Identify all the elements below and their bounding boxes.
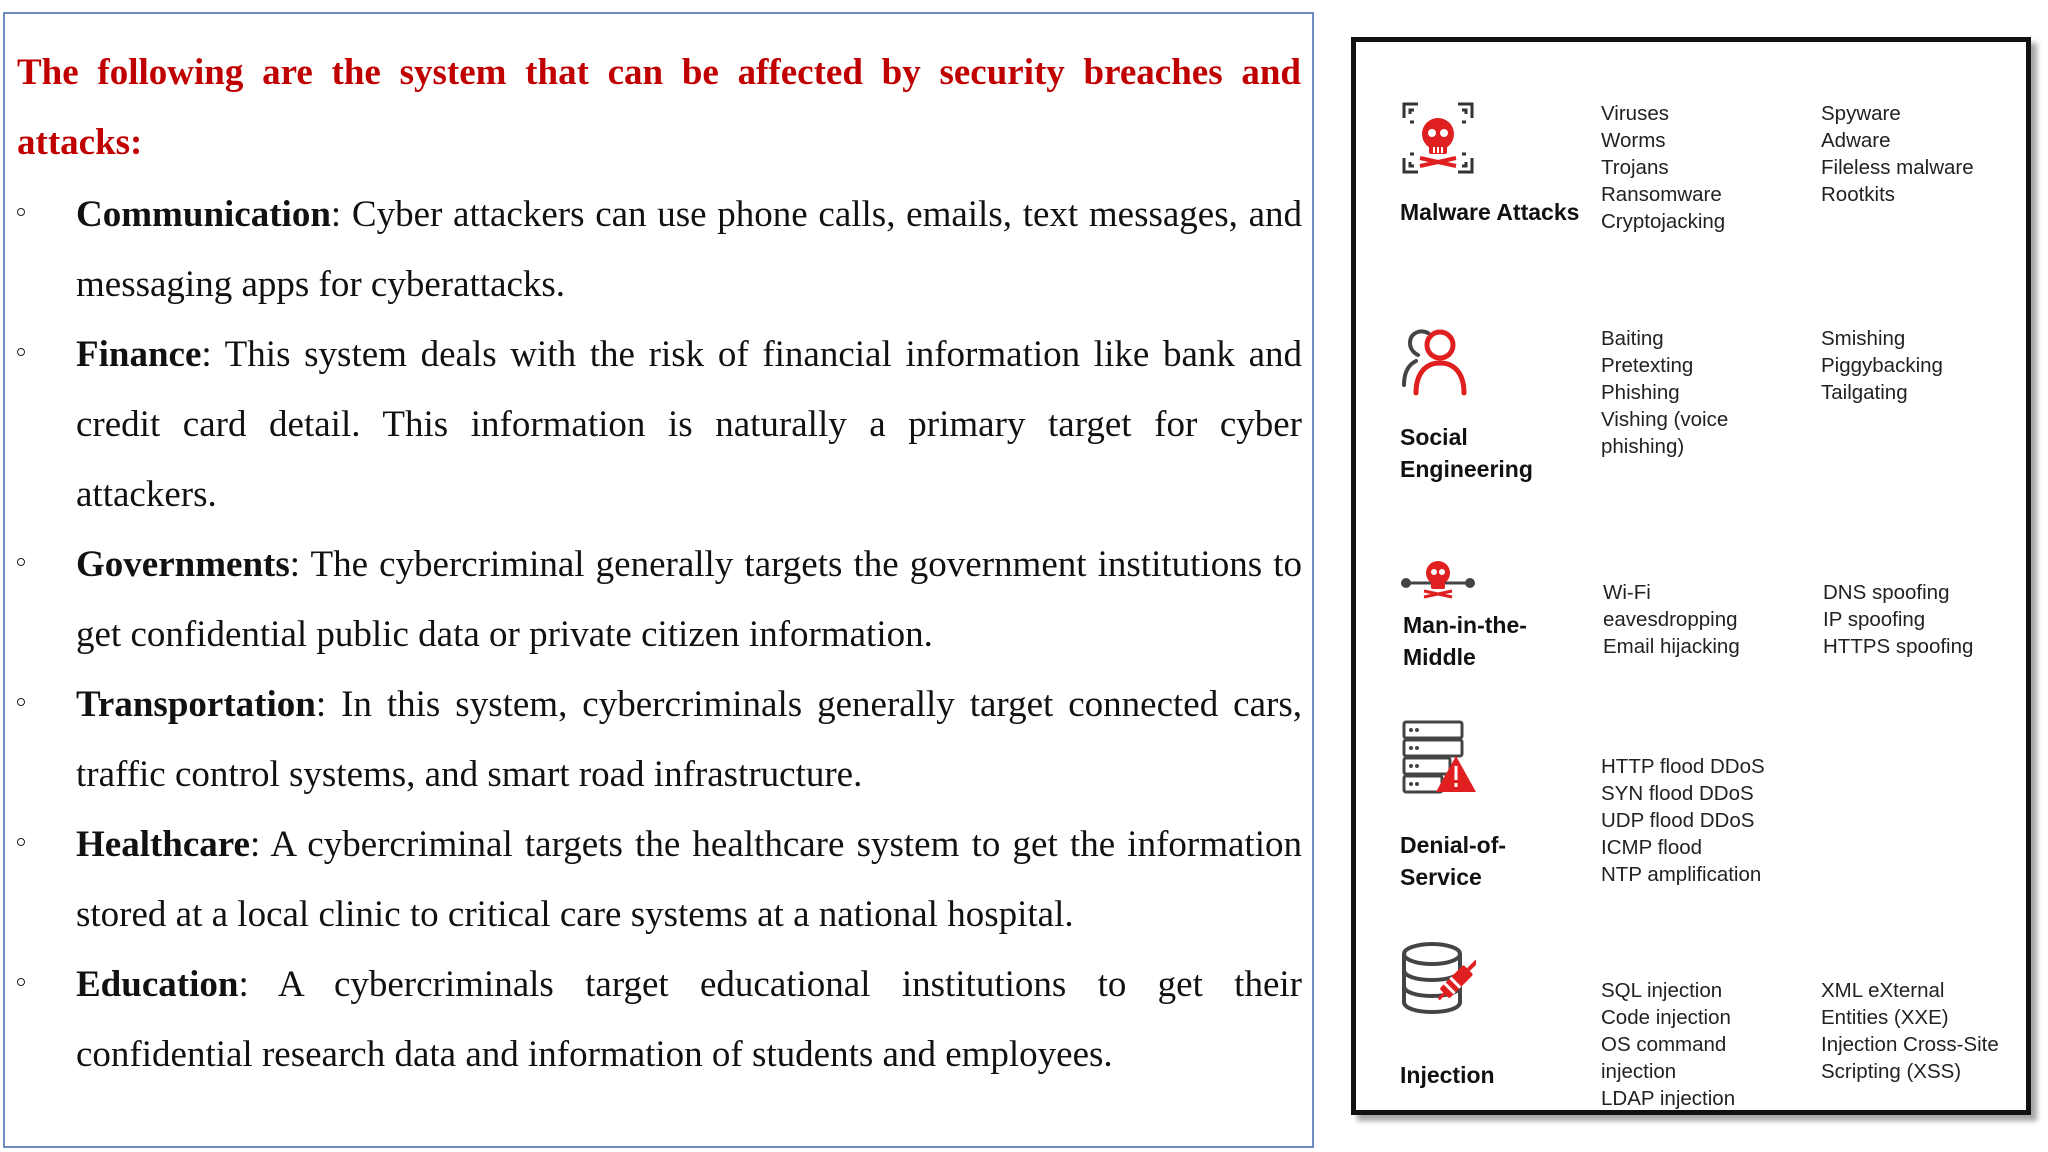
people-icon — [1400, 323, 1476, 399]
bullet-icon — [17, 698, 25, 706]
bullet-icon — [17, 348, 25, 356]
attack-list-primary — [1603, 579, 1803, 660]
attack-item: Ransomware — [1601, 183, 1722, 206]
attack-list-secondary — [1821, 977, 2021, 1085]
system-list — [5, 180, 1305, 1090]
list-item-transportation — [5, 670, 1305, 810]
attack-item: Wi-Fi — [1603, 581, 1651, 604]
attack-item: SYN flood DDoS — [1601, 782, 1754, 805]
attack-item: Phishing — [1601, 381, 1680, 404]
attack-item: DNS spoofing — [1823, 581, 1950, 604]
attack-item: UDP flood DDoS — [1601, 809, 1755, 832]
attack-item: Scripting (XSS) — [1821, 1060, 1962, 1083]
attack-item: Adware — [1821, 129, 1891, 152]
attack-list-primary — [1601, 100, 1801, 235]
bullet-icon — [17, 208, 25, 216]
attack-item: Tailgating — [1821, 381, 1908, 404]
attack-item: OS command — [1601, 1033, 1727, 1056]
item-text: : This system deals with the risk of financial information like bank and credit card detail. This information is naturally a primary target for cyber attackers. — [76, 334, 1302, 515]
attack-item: Vishing (voice — [1601, 408, 1729, 431]
attack-item: Smishing — [1821, 327, 1906, 350]
bullet-icon — [17, 558, 25, 566]
attack-item: Code injection — [1601, 1006, 1731, 1029]
category-label: Malware Attacks — [1400, 199, 1580, 225]
attack-item: HTTPS spoofing — [1823, 635, 1974, 658]
attack-item: Pretexting — [1601, 354, 1694, 377]
bullet-icon — [17, 978, 25, 986]
attack-item: injection — [1601, 1060, 1677, 1083]
attack-item: Injection Cross-Site — [1821, 1033, 1999, 1056]
attack-item: NTP amplification — [1601, 863, 1762, 886]
attack-item: eavesdropping — [1603, 608, 1738, 631]
item-term: Governments — [76, 544, 290, 585]
item-term: Communication — [76, 194, 331, 235]
malware-skull-icon — [1400, 100, 1476, 176]
item-term: Transportation — [76, 684, 316, 725]
attack-item: phishing) — [1601, 435, 1685, 458]
attack-item: Piggybacking — [1821, 354, 1943, 377]
category-label: Injection — [1400, 1062, 1495, 1088]
attack-list-secondary — [1821, 100, 2021, 208]
attack-item: HTTP flood DDoS — [1601, 755, 1765, 778]
attack-item: Entities (XXE) — [1821, 1006, 1949, 1029]
server-warning-icon — [1400, 718, 1476, 794]
bullet-icon — [17, 838, 25, 846]
attack-item: Cryptojacking — [1601, 210, 1726, 233]
category-label: Social Engineering — [1400, 424, 1533, 482]
man-in-the-middle-icon — [1400, 543, 1476, 619]
attack-item: IP spoofing — [1823, 608, 1926, 631]
intro-heading: The following are the system that can be affected by security breaches and attacks: — [17, 52, 1301, 163]
attack-list-primary — [1601, 325, 1801, 460]
attack-item: Trojans — [1601, 156, 1669, 179]
item-text: : A cybercriminal targets the healthcare system to get the information stored at a local clinic to critical care systems at a national hospital. — [76, 824, 1302, 935]
attack-item: Baiting — [1601, 327, 1664, 350]
list-item-healthcare — [5, 810, 1305, 950]
attack-item: Viruses — [1601, 102, 1669, 125]
list-item-governments — [5, 530, 1305, 670]
attack-item: LDAP injection — [1601, 1087, 1736, 1110]
item-text: : A cybercriminals target educational institutions to get their confidential research data and information of students and employees. — [76, 964, 1302, 1075]
attack-item: Rootkits — [1821, 183, 1896, 206]
category-label: Denial-of-Service — [1400, 832, 1507, 890]
attack-item: Worms — [1601, 129, 1666, 152]
item-text: : The cybercriminal generally targets the government institutions to get confidential public data or private citizen information. — [76, 544, 1302, 655]
attack-list-secondary — [1823, 579, 2023, 660]
attack-list-primary — [1601, 977, 1801, 1112]
database-syringe-icon — [1400, 940, 1476, 1016]
category-label: Man-in-the-Middle — [1403, 612, 1527, 670]
text-box — [3, 12, 1314, 1148]
attack-item: SQL injection — [1601, 979, 1723, 1002]
item-term: Finance — [76, 334, 202, 375]
attack-item: ICMP flood — [1601, 836, 1703, 859]
item-term: Healthcare — [76, 824, 250, 865]
attack-item: Email hijacking — [1603, 635, 1740, 658]
attack-item: Spyware — [1821, 102, 1901, 125]
item-text: : Cyber attackers can use phone calls, emails, text messages, and messaging apps for cyberattacks. — [76, 194, 1302, 305]
attack-list-primary — [1601, 753, 1801, 888]
item-term: Education — [76, 964, 239, 1005]
attack-list-secondary — [1821, 325, 2021, 406]
list-item-education — [5, 950, 1305, 1090]
list-item-finance — [5, 320, 1305, 530]
list-item-communication — [5, 180, 1305, 320]
attack-item: Fileless malware — [1821, 156, 1974, 179]
item-text: : In this system, cybercriminals generally target connected cars, traffic control systems, and smart road infrastructure. — [76, 684, 1302, 795]
attack-types-panel — [1351, 37, 2031, 1115]
attack-item: XML eXternal — [1821, 979, 1945, 1002]
